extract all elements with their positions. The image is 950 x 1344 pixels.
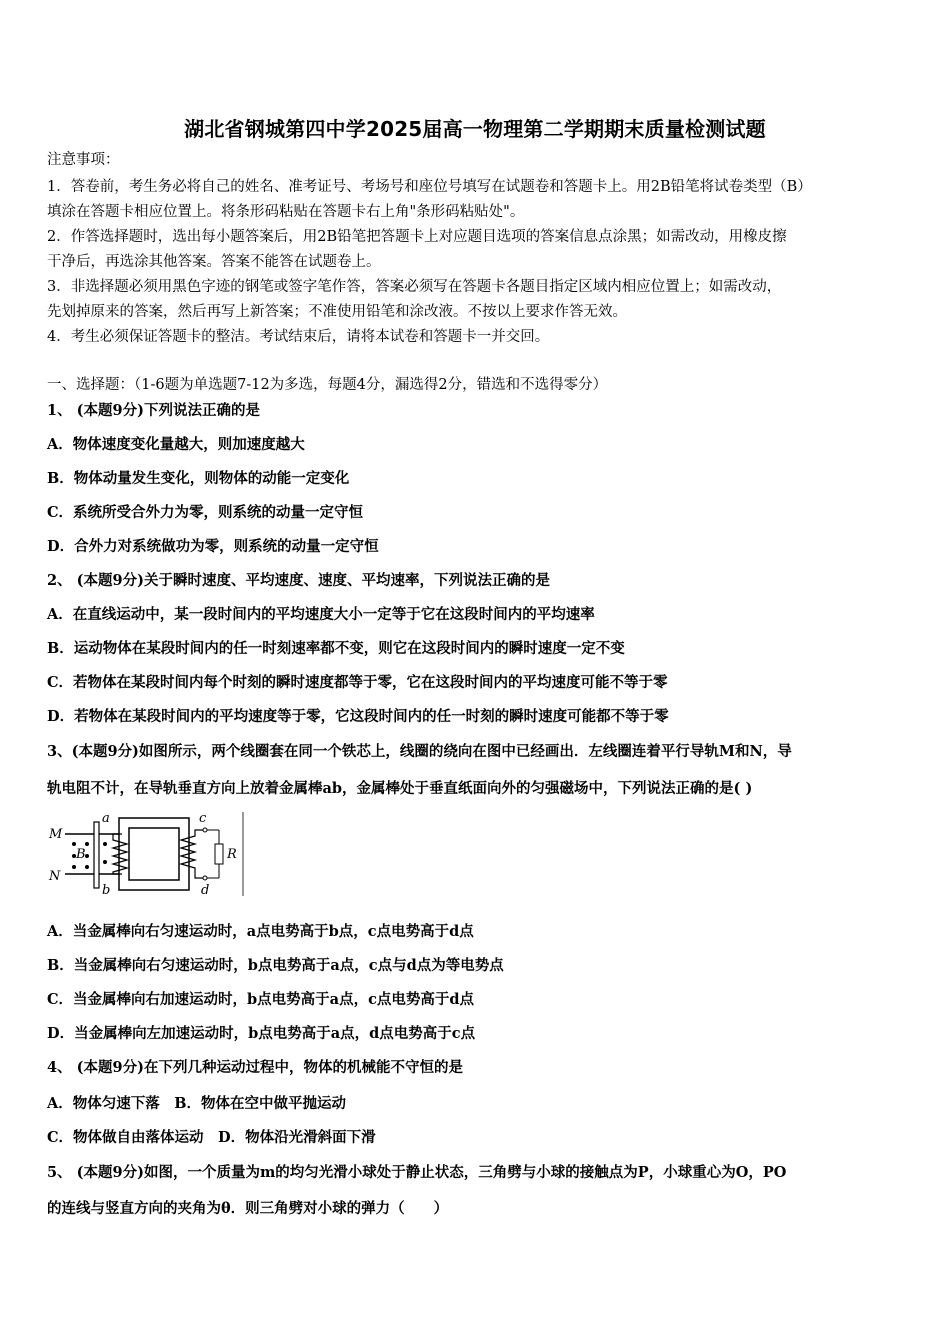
question-1-option-d: D．合外力对系统做功为零，则系统的动量一定守恒: [47, 538, 379, 555]
question-3-option-c: C．当金属棒向右加速运动时，b点电势高于a点，c点电势高于d点: [47, 991, 475, 1008]
question-1-option-a: A．物体速度变化量越大，则加速度越大: [47, 436, 305, 453]
question-2-option-d: D．若物体在某段时间内的平均速度等于零，它这段时间内的任一时刻的瞬时速度可能都不等于零: [47, 708, 669, 725]
question-3-option-a: A．当金属棒向右匀速运动时，a点电势高于b点，c点电势高于d点: [47, 923, 474, 940]
page-title: 湖北省钢城第四中学2025届高一物理第二学期期末质量检测试题: [184, 117, 766, 141]
question-5-stem-line2: 的连线与竖直方向的夹角为θ．则三角劈对小球的弹力（ ）: [47, 1200, 449, 1217]
notice-line: 2．作答选择题时，选出每小题答案后，用2B铅笔把答题卡上对应题目选项的答案信息点涂黑；如需改动，用橡皮擦: [47, 229, 787, 245]
question-2-option-a: A．在直线运动中，某一段时间内的平均速度大小一定等于它在这段时间内的平均速率: [47, 606, 595, 623]
label-b: b: [102, 883, 111, 896]
transformer-circuit-figure: [47, 812, 247, 896]
question-2-option-b: B．运动物体在某段时间内的任一时刻速率都不变，则它在这段时间内的瞬时速度一定不变: [47, 640, 625, 657]
question-1-option-b: B．物体动量发生变化，则物体的动能一定变化: [47, 470, 350, 487]
label-m: M: [49, 827, 63, 842]
question-4-stem: 4、 (本题9分)在下列几种运动过程中，物体的机械能不守恒的是: [47, 1059, 463, 1076]
notice-line: 1．答卷前，考生务必将自己的姓名、准考证号、考场号和座位号填写在试题卷和答题卡上。用2B铅笔将试卷类型（B）: [47, 179, 812, 195]
label-a: a: [102, 812, 110, 826]
question-1-stem: 1、 (本题9分)下列说法正确的是: [47, 402, 260, 419]
label-b-field: B: [76, 847, 86, 862]
question-2-option-c: C．若物体在某段时间内每个时刻的瞬时速度都等于零，它在这段时间内的平均速度可能不等于零: [47, 674, 668, 691]
notice-line: 先划掉原来的答案，然后再写上新答案；不准使用铅笔和涂改液。不按以上要求作答无效。: [47, 304, 627, 320]
notice-heading: 注意事项：: [47, 152, 120, 168]
label-n: N: [49, 869, 61, 884]
notice-line: 干净后，再选涂其他答案。答案不能答在试题卷上。: [47, 254, 381, 270]
notice-line: 3．非选择题必须用黑色字迹的钢笔或签字笔作答，答案必须写在答题卡各题目指定区域内相应位置上；如需改动，: [47, 279, 782, 295]
question-3-option-b: B．当金属棒向右匀速运动时，b点电势高于a点，c点与d点为等电势点: [47, 957, 504, 974]
label-r: R: [227, 847, 237, 862]
question-4-options-ab: A．物体匀速下落 B．物体在空中做平抛运动: [47, 1095, 347, 1112]
question-3-option-d: D．当金属棒向左加速运动时，b点电势高于a点，d点电势高于c点: [47, 1025, 476, 1042]
label-c: c: [199, 812, 207, 826]
question-4-options-cd: C．物体做自由落体运动 D．物体沿光滑斜面下滑: [47, 1129, 376, 1146]
notice-line: 4．考生必须保证答题卡的整洁。考试结束后，请将本试卷和答题卡一并交回。: [47, 329, 550, 345]
question-5-stem-line1: 5、 (本题9分)如图，一个质量为m的均匀光滑小球处于静止状态，三角劈与小球的接触点为P，小球重心为O，PO: [47, 1164, 787, 1181]
section-heading: 一、选择题：（1-6题为单选题7-12为多选，每题4分，漏选得2分，错选和不选得零分）: [47, 377, 608, 393]
question-3-stem-line2: 轨电阻不计，在导轨垂直方向上放着金属棒ab，金属棒处于垂直纸面向外的匀强磁场中，下列说法正确的是( ): [47, 780, 753, 797]
label-d: d: [201, 883, 210, 896]
question-1-option-c: C．系统所受合外力为零，则系统的动量一定守恒: [47, 504, 364, 521]
notice-line: 填涂在答题卡相应位置上。将条形码粘贴在答题卡右上角"条形码粘贴处"。: [47, 204, 525, 220]
question-3-stem-line1: 3、(本题9分)如图所示，两个线圈套在同一个铁芯上，线圈的绕向在图中已经画出．左线圈连着平行导轨M和N，导: [47, 743, 792, 760]
question-2-stem: 2、 (本题9分)关于瞬时速度、平均速度、速度、平均速率，下列说法正确的是: [47, 572, 550, 589]
